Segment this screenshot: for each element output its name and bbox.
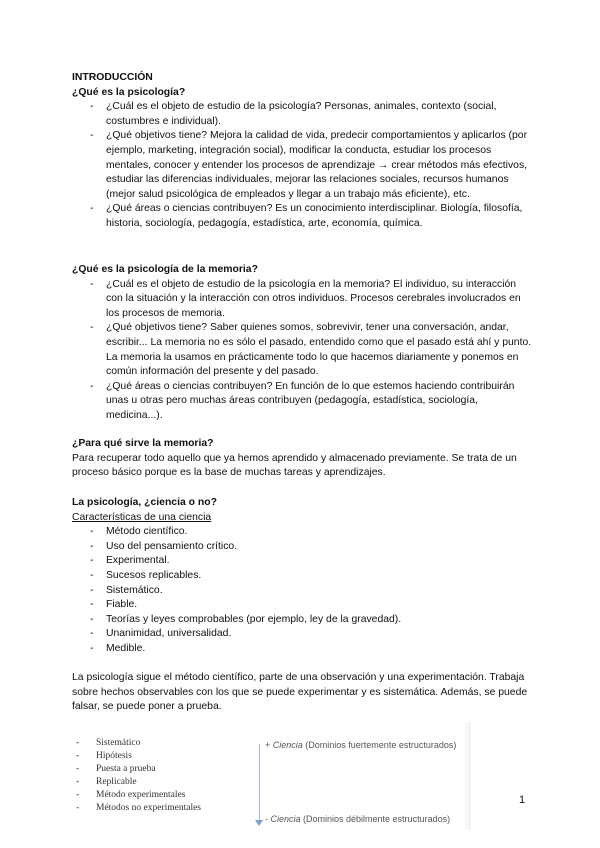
list-item: - Sistemático	[70, 737, 201, 750]
list-item: - ¿Qué áreas o ciencias contribuyen? En función de lo que estemos haciendo contribuirán unas u otras pero muchas áreas contribuyen (pedagogía, estadística, sociología, medicina...).	[72, 380, 532, 424]
paragraph: Para recuperar todo aquello que ya hemos aprendido y almacenado previamente. Se trata de un proceso básico porque es la base de muchas tareas y aprendizajes.	[72, 452, 517, 479]
sirve-section	[72, 437, 532, 481]
list-item: - Replicable	[70, 776, 201, 789]
list-item: - Sistemático.	[72, 584, 532, 599]
arrow-down-icon	[255, 820, 263, 826]
subheading-caracteristicas: Características de una ciencia	[72, 511, 212, 523]
caracteristicas-list	[72, 525, 532, 656]
heading-ciencia: La psicología, ¿ciencia o no?	[72, 497, 217, 508]
label-menos-ciencia: - Ciencia (Dominios débilmente estructurados)	[265, 814, 451, 824]
heading-psicologia-memoria: ¿Qué es la psicología de la memoria?	[72, 264, 258, 275]
list-item: - Uso del pensamiento crítico.	[72, 540, 532, 555]
list-item: - Método científico.	[72, 525, 532, 540]
figure-edge	[463, 722, 471, 830]
list-item: - Puesta a prueba	[70, 763, 201, 776]
list-item: - Fiable.	[72, 598, 532, 613]
list-item: - ¿Cuál es el objeto de estudio de la psicología en la memoria? El individuo, su interacción con la situación y la interacción con otros individuos. Procesos cerebrales involucrados en los procesos de memoria.	[72, 278, 532, 322]
list-item: - Sucesos replicables.	[72, 569, 532, 584]
list-item: - Unanimidad, universalidad.	[72, 627, 532, 642]
memoria-list	[72, 278, 532, 424]
list-item: - Método experimentales	[70, 789, 201, 802]
list-item: - Métodos no experimentales	[70, 802, 201, 815]
figure-list	[70, 737, 201, 815]
memoria-section	[72, 263, 532, 424]
list-item: - Hipótesis	[70, 750, 201, 763]
science-figure	[70, 722, 465, 830]
section-title: INTRODUCCIÓN	[72, 72, 153, 83]
list-item: - Experimental.	[72, 554, 532, 569]
list-item: - Teorías y leyes comprobables (por ejemplo, ley de la gravedad).	[72, 613, 532, 628]
list-item: - ¿Qué objetivos tiene? Mejora la calidad de vida, predecir comportamientos y aplicarlos (por ejemplo, marketing, integración social), modificar la conducta, estudiar los procesos mentales, conocer y entender los procesos de aprendizaje → crear métodos más efectivos, estudiar las diferencias individuales, mejorar las relaciones sociales, recursos humanos (mejor salud psicológica de empleados y llegar a un trabajo más eficiente), etc.	[72, 129, 532, 202]
intro-list	[72, 100, 532, 231]
arrow-line	[259, 744, 260, 824]
heading-para-que-sirve: ¿Para qué sirve la memoria?	[72, 438, 214, 449]
list-item: - ¿Qué objetivos tiene? Saber quienes somos, sobrevivir, tener una conversación, andar, escribir... La memoria no es sólo el pasado, entendido como que el pasado está ahí y punto. La memoria la usamos en prácticamente todo lo que hacemos diariamente y ponemos en común información del presente y del pasado.	[72, 321, 532, 379]
heading-que-es-psicologia: ¿Qué es la psicología?	[72, 86, 186, 98]
list-item: - Medible.	[72, 642, 532, 657]
list-item: - ¿Qué áreas o ciencias contribuyen? Es un conocimiento interdisciplinar. Biología, filosofía, historia, sociología, pedagogía, estadística, arte, economía, química.	[72, 202, 532, 231]
ciencia-section	[72, 496, 532, 715]
page-number: 1	[519, 794, 526, 806]
intro-section	[72, 71, 532, 232]
list-item: - ¿Cuál es el objeto de estudio de la psicología? Personas, animales, contexto (social, costumbres e individual).	[72, 100, 532, 129]
paragraph: La psicología sigue el método científico, parte de una observación y una experimentación. Trabaja sobre hechos observables con los que se puede experimentar y es sistemática. Además, se puede falsar, se puede poner a prueba.	[72, 672, 528, 713]
label-mas-ciencia: + Ciencia (Dominios fuertemente estructurados)	[265, 740, 457, 750]
